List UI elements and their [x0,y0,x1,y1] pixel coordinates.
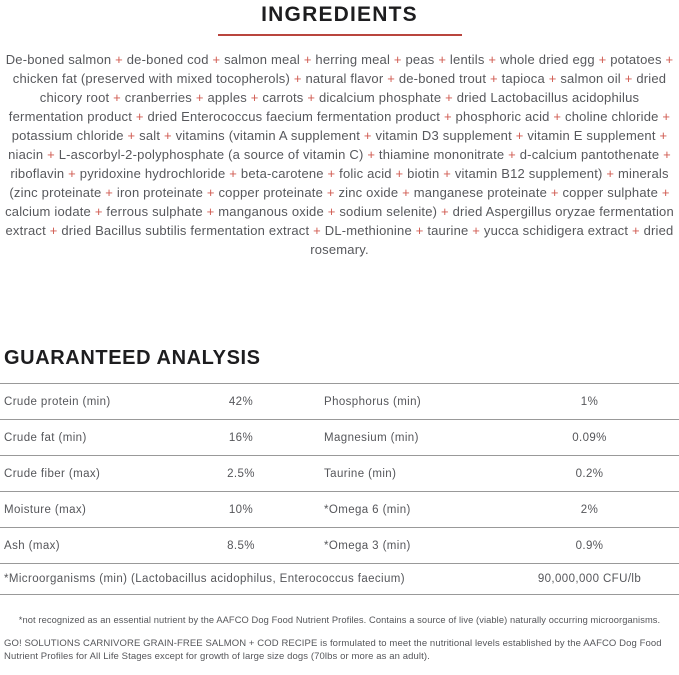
plus-separator: + [387,71,395,86]
analysis-rows-container [0,384,679,564]
plus-separator: + [164,128,172,143]
ingredient-item: lentils [449,52,485,67]
plus-separator: + [307,90,316,105]
analysis-value: 8.5% [227,539,255,552]
ingredient-item: de-boned cod [126,52,209,67]
ingredient-item: niacin [8,147,44,162]
plus-separator: + [363,128,372,143]
plus-separator: + [659,128,668,143]
ingredient-item: vitamin E supplement [527,128,656,143]
plus-separator: + [515,128,524,143]
analysis-label: Taurine (min) [324,467,397,480]
plus-separator: + [68,166,76,181]
plus-separator: + [661,185,670,200]
plus-separator: + [115,52,123,67]
plus-separator: + [443,109,452,124]
analysis-value: 42% [228,395,254,408]
ingredient-item: d-calcium pantothenate [519,147,660,162]
analysis-label: Crude fiber (max) [4,467,101,480]
ingredient-item: calcium iodate [5,204,91,219]
formulation-disclaimer: GO! SOLUTIONS CARNIVORE GRAIN-FREE SALMON + COD RECIPE is formulated to meet the nutritional levels established by the AAFCO Dog Food Nutrient Profiles for All Life Stages except for growth of large size dogs (70lbs or more as an adult). [4,638,662,662]
analysis-row [0,420,679,456]
plus-separator: + [327,166,336,181]
ingredient-item: de-boned trout [398,71,487,86]
ingredient-item: dried rosemary. [310,223,674,257]
analysis-value: 1% [580,395,599,408]
plus-separator: + [393,52,402,67]
heading-underline-rule [218,34,462,36]
analysis-value: 10% [228,503,254,516]
ingredient-item: riboflavin [10,166,65,181]
ingredient-item: manganese proteinate [413,185,548,200]
ingredient-item: taurine [427,223,469,238]
ingredient-item: vitamin B12 supplement) [454,166,603,181]
plus-separator: + [490,71,498,86]
ingredient-item: carrots [262,90,304,105]
ingredient-item: yucca schidigera extract [483,223,629,238]
ingredient-item: biotin [407,166,440,181]
ingredient-item: potassium chloride [11,128,124,143]
analysis-label: Moisture (max) [4,503,87,516]
plus-separator: + [663,147,671,162]
plus-separator: + [135,109,144,124]
ingredient-item: manganous oxide [218,204,324,219]
ingredients-heading: INGREDIENTS [261,3,418,26]
analysis-label: Magnesium (min) [324,431,419,444]
ingredient-item: herring meal [315,52,391,67]
plus-separator: + [441,204,449,219]
ingredient-item: dried chicory root [39,71,667,105]
plus-separator: + [488,52,497,67]
plus-separator: + [548,71,557,86]
ingredient-item: natural flavor [305,71,384,86]
ingredient-item: dried Enterococcus faecium fermentation product [147,109,441,124]
plus-separator: + [303,52,312,67]
ingredient-item: DL-methionine [324,223,412,238]
plus-separator: + [326,185,335,200]
analysis-row [0,384,679,420]
plus-separator: + [313,223,321,238]
plus-separator: + [395,166,404,181]
plus-separator: + [665,52,674,67]
ingredient-item: vitamins (vitamin A supplement [175,128,361,143]
ingredient-item: pyridoxine hydrochloride [79,166,226,181]
analysis-label: *Microorganisms (min) (Lactobacillus acidophilus, Enterococcus faecium) [4,573,406,585]
analysis-label: *Omega 3 (min) [324,539,411,552]
analysis-label: Ash (max) [4,539,60,552]
plus-separator: + [553,109,562,124]
plus-separator: + [47,147,55,162]
analysis-value: 2.5% [227,467,255,480]
plus-separator: + [127,128,136,143]
ingredient-item: ferrous sulphate [106,204,203,219]
ingredient-item: tapioca [501,71,545,86]
ingredient-item: potatoes [610,52,662,67]
ingredient-item: sodium selenite) [339,204,438,219]
ingredients-paragraph [4,50,675,259]
ingredient-item: beta-carotene [240,166,324,181]
ingredient-item: salmon meal [224,52,300,67]
analysis-row-microorganisms [0,564,679,595]
analysis-label: *Omega 6 (min) [324,503,411,516]
plus-separator: + [250,90,259,105]
ingredient-item: dried Lactobacillus acidophilus fermentation product [8,90,640,124]
plus-separator: + [49,223,58,238]
plus-separator: + [206,204,215,219]
analysis-row [0,456,679,492]
aafco-footnote: *not recognized as an essential nutrient by the AAFCO Dog Food Nutrient Profiles. Contains a source of live (viable) naturally occurring microorganisms. [18,615,661,625]
plus-separator: + [195,90,204,105]
ingredient-item: phosphoric acid [455,109,550,124]
plus-separator: + [508,147,516,162]
ingredient-item: iron proteinate [116,185,204,200]
ingredient-item: apples [207,90,247,105]
analysis-row [0,528,679,564]
ingredient-item: vitamin D3 supplement [375,128,512,143]
ingredient-item: peas [405,52,435,67]
plus-separator: + [598,52,607,67]
plus-separator: + [445,90,453,105]
ingredient-item: whole dried egg [499,52,595,67]
plus-separator: + [631,223,640,238]
plus-separator: + [113,90,121,105]
plus-separator: + [229,166,238,181]
ingredient-item: choline chloride [565,109,659,124]
ingredient-item: salt [139,128,161,143]
plus-separator: + [472,223,481,238]
analysis-label: Crude protein (min) [4,395,111,408]
plus-separator: + [415,223,424,238]
ingredient-item: dicalcium phosphate [318,90,442,105]
plus-separator: + [293,71,302,86]
analysis-table [0,383,679,595]
analysis-label: Crude fat (min) [4,431,87,444]
ingredient-item: cranberries [124,90,193,105]
ingredient-item: dried Bacillus subtilis fermentation extract [61,223,310,238]
analysis-value: 0.2% [575,467,604,480]
ingredient-item: salmon oil [560,71,621,86]
plus-separator: + [367,147,376,162]
guaranteed-analysis-heading: GUARANTEED ANALYSIS [4,347,261,369]
ingredient-item: thiamine mononitrate [378,147,505,162]
ingredient-item: minerals (zinc proteinate [9,166,669,200]
analysis-value: 2% [580,503,599,516]
plus-separator: + [606,166,615,181]
ingredient-item: zinc oxide [338,185,399,200]
plus-separator: + [443,166,452,181]
plus-separator: + [105,185,114,200]
ingredient-item: copper proteinate [218,185,324,200]
analysis-row [0,492,679,528]
plus-separator: + [327,204,336,219]
plus-separator: + [206,185,215,200]
analysis-value: 0.9% [575,539,604,552]
ingredient-item: dried Aspergillus oryzae fermentation extract [5,204,674,238]
ingredient-item: De-boned salmon [5,52,112,67]
plus-separator: + [94,204,103,219]
ingredient-item: folic acid [339,166,392,181]
plus-separator: + [402,185,410,200]
analysis-value: 16% [228,431,254,444]
plus-separator: + [624,71,633,86]
analysis-value: 0.09% [572,431,607,444]
analysis-value: 90,000,000 CFU/lb [537,573,642,585]
plus-separator: + [550,185,559,200]
plus-separator: + [212,52,221,67]
ingredient-item: chicken fat (preserved with mixed tocopherols) [12,71,291,86]
ingredient-item: L-ascorbyl-2-polyphosphate (a source of vitamin C) [58,147,364,162]
plus-separator: + [438,52,447,67]
ingredient-item: copper sulphate [562,185,658,200]
plus-separator: + [662,109,671,124]
analysis-label: Phosphorus (min) [324,395,422,408]
